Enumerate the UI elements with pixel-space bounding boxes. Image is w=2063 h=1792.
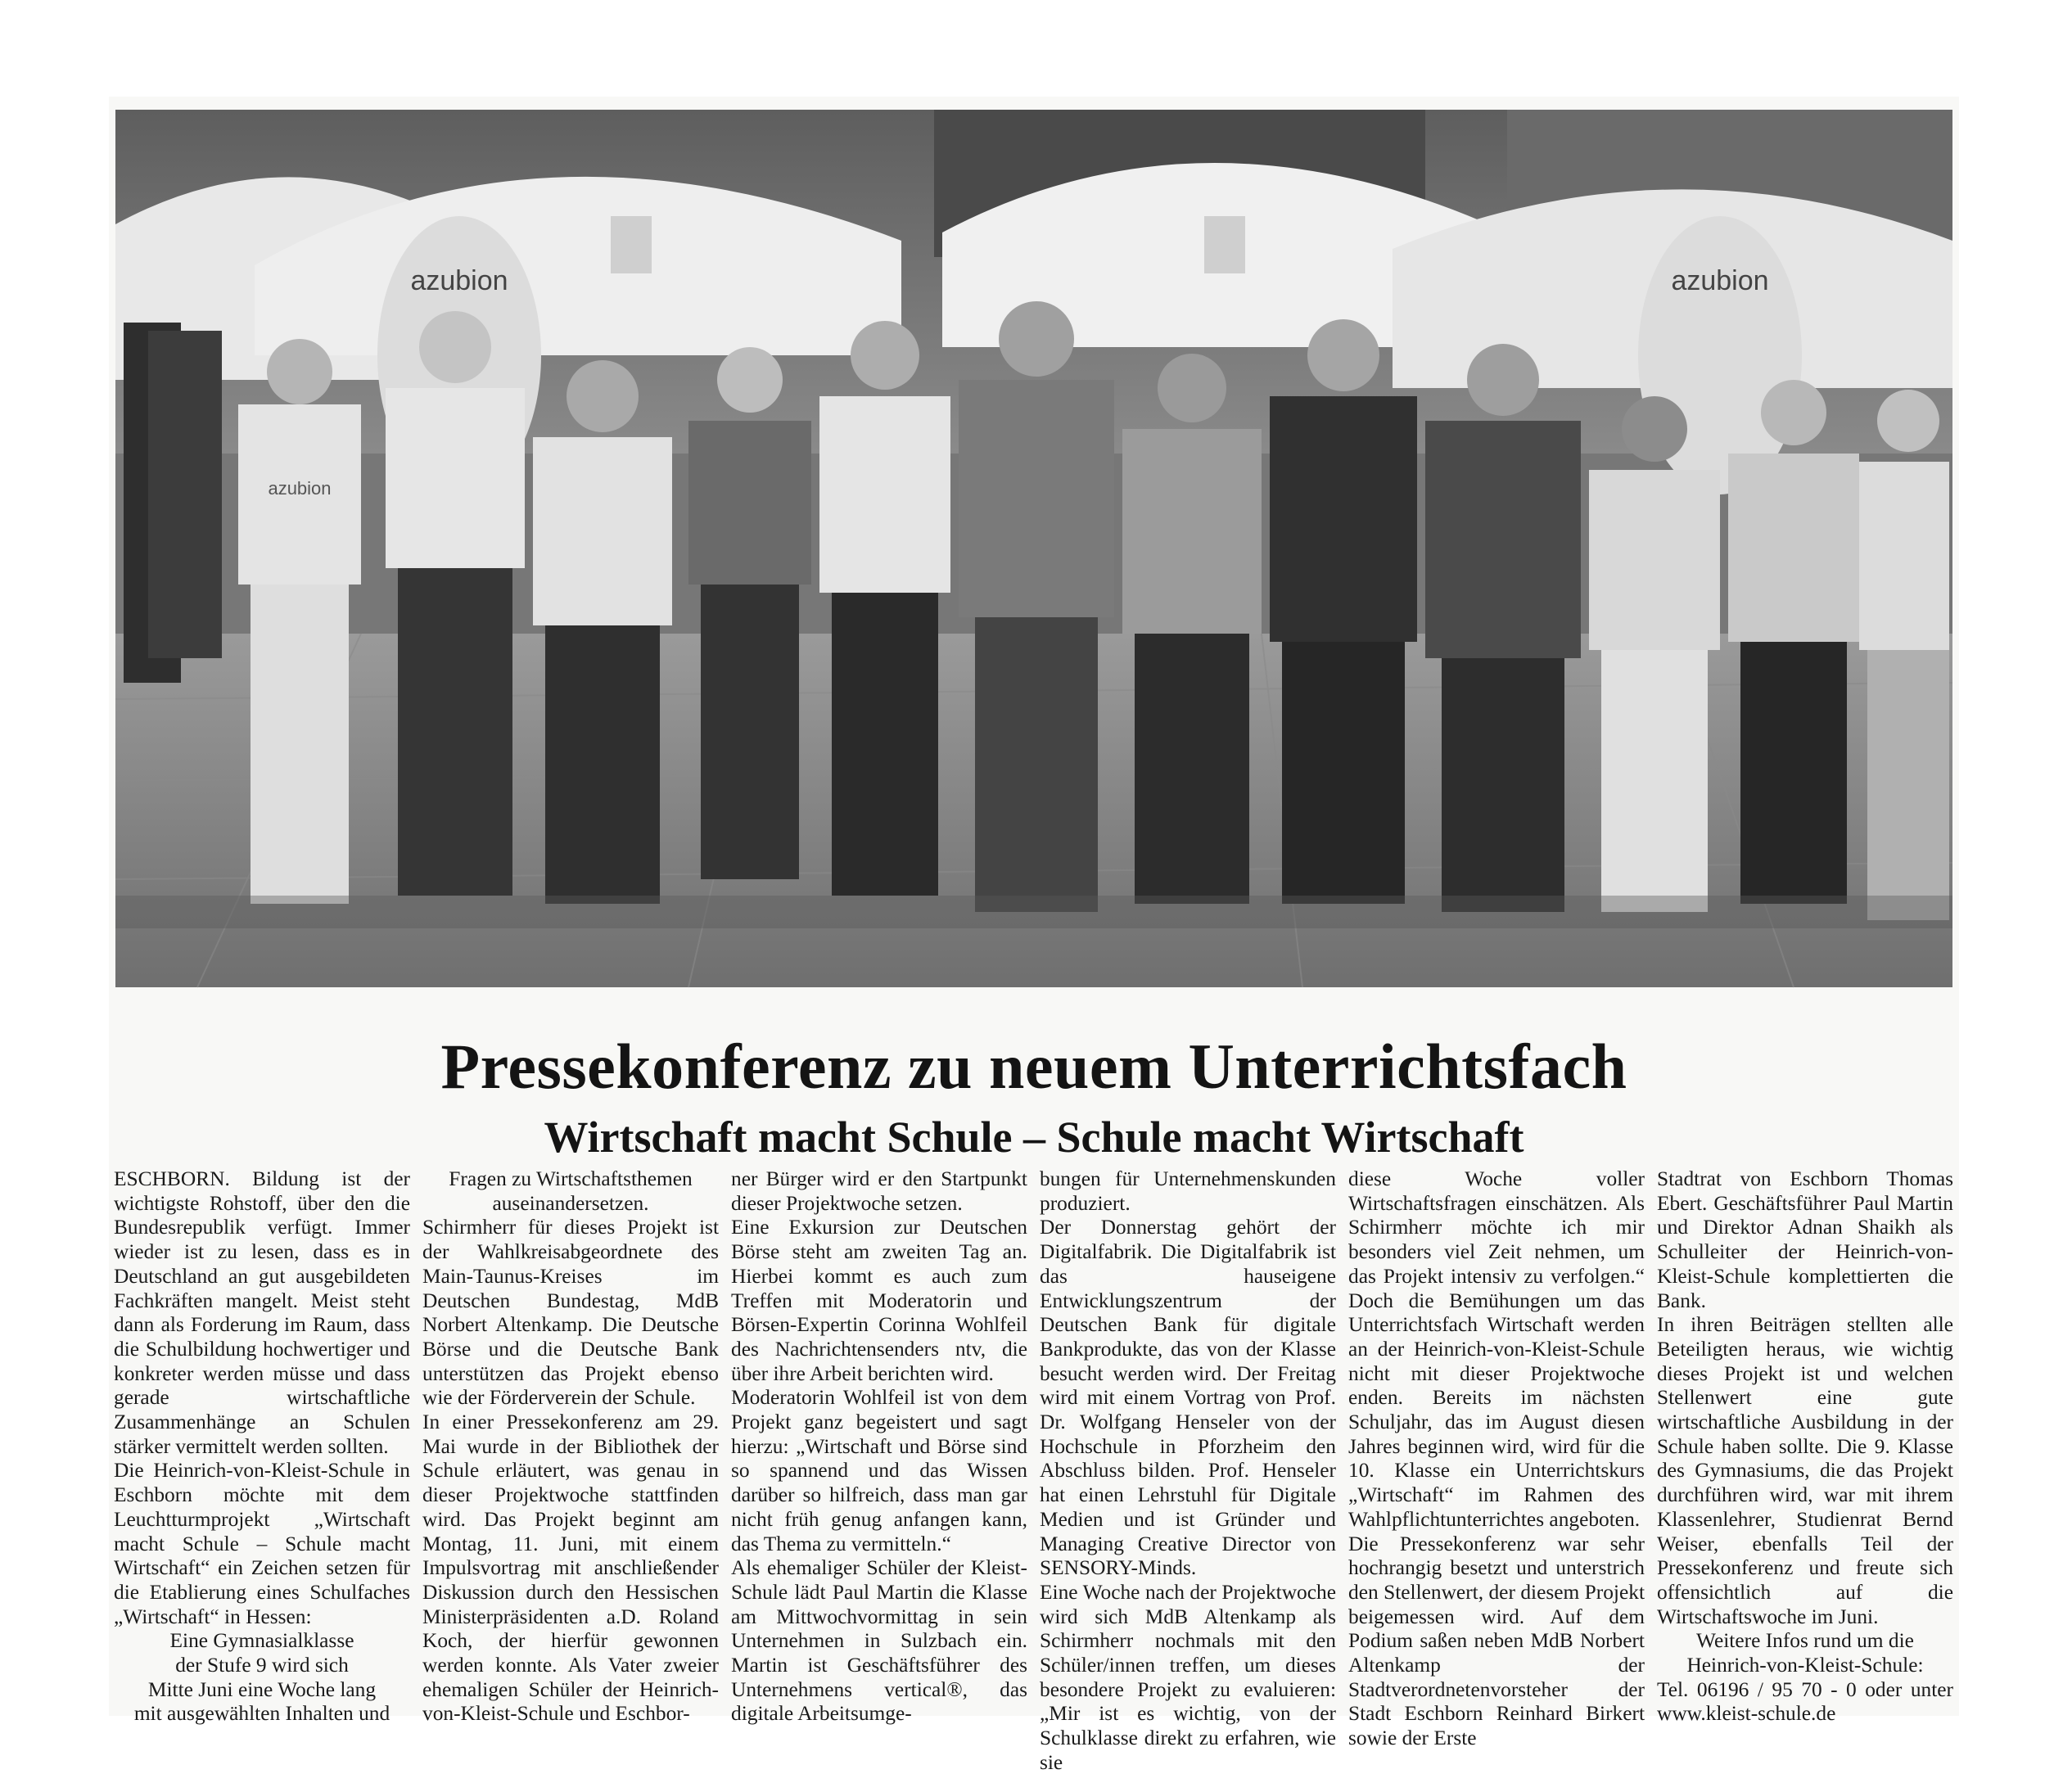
paragraph: ner Bürger wird er den Startpunkt dieser Projektwoche setzen. [731, 1167, 1027, 1215]
headline: Pressekonferenz zu neuem Unterrichtsfach [440, 1031, 1627, 1102]
paragraph: Weitere Infos rund um die [1696, 1629, 1914, 1653]
paragraph: bungen für Unternehmenskunden produziert. [1040, 1167, 1336, 1215]
banner-left-text: azubion [410, 265, 508, 296]
group-photo-illustration [115, 110, 1952, 987]
paragraph: Mitte Juni eine Woche lang [147, 1677, 377, 1701]
article-photo [115, 110, 1952, 987]
paragraph: diese Woche voller Wirtschaftsfragen einschätzen. Als Schirmherr möchte ich mir besonders viel Zeit nehmen, um das Projekt intensiv zu verfolgen.“ Doch die Bemühungen um das Unterrichtsfach Wirtschaft werden an der Heinrich-von-Kleist-Schule nicht mit dieser Projektwoche enden. Bereits im nächsten Schuljahr, das im August diesen Jahres beginnen wird, wird für die 10. Klasse ein Unterrichtskurs „Wirtschaft“ im Rahmen des Wahlpflichtunterrichtes angeboten. [1348, 1167, 1645, 1531]
paragraph: mit ausgewählten Inhalten und [133, 1702, 390, 1726]
paragraph: Die Heinrich-von-Kleist-Schule in Eschborn möchte mit dem Leuchtturmprojekt „Wirtschaft macht Schule – Schule macht Wirtschaft“ ein Zeichen setzen für die Etablierung eines Schulfaches „Wirtschaft“ in Hessen: [114, 1459, 410, 1628]
paragraph: Heinrich-von-Kleist-Schule: [1686, 1654, 1924, 1677]
paragraph: auseinandersetzen. [492, 1191, 649, 1215]
paragraph: Fragen zu Wirtschaftsthemen [449, 1167, 693, 1190]
text-column-5 [1348, 1167, 1645, 1750]
paragraph: Als ehemaliger Schüler der Kleist-Schule lädt Paul Martin die Klasse am Mittwochvormittag in sein Unternehmen in Sulzbach ein. Martin ist Geschäftsführer des Unternehmens vertical®, das digitale Arbeitsumge- [731, 1556, 1027, 1726]
paragraph: ESCHBORN. Bildung ist der wichtigste Rohstoff, über den die Bundesrepublik verfügt. Immer wieder ist zu lesen, dass es in Deutschland an gut ausgebildeten Fachkräften mangelt. Meist steht dann als Forderung im Raum, dass die Schulbildung hochwertiger und konkreter werden müsse und dass gerade wirtschaftliche Zusammenhänge an Schulen stärker vermittelt werden sollten. [114, 1167, 410, 1458]
article-body [114, 1167, 1954, 1774]
text-column-3 [731, 1167, 1027, 1726]
shirt-print-text: azubion [268, 478, 332, 499]
text-column-6 [1657, 1167, 1953, 1726]
newspaper-clipping [109, 97, 1959, 1774]
paragraph: In einer Pressekonferenz am 29. Mai wurde in der Bibliothek der Schule erläutert, was genau in dieser Projektwoche stattfinden wird. Das Projekt beginnt am Montag, 11. Juni, mit einem Impulsvortrag mit anschließender Diskussion durch den Hessischen Ministerpräsidenten a.D. Roland Koch, der hierfür gewonnen werden konnte. Als Vater zweier ehemaligen Schüler der Heinrich-von-Kleist-Schule und Eschbor- [422, 1411, 719, 1726]
paragraph: In ihren Beiträgen stellten alle Beteiligten heraus, wie wichtig dieses Projekt ist und welchen Stellenwert eine gute wirtschaftliche Ausbildung in der Schule haben sollte. Die 9. Klasse des Gymnasiums, die das Projekt durchführen wird, war mit ihrem Klassenlehrer, Studienrat Bernd Weiser, ebenfalls Teil der Pressekonferenz und freute sich offensichtlich auf die Wirtschaftswoche im Juni. [1657, 1313, 1953, 1628]
text-column-2 [422, 1167, 719, 1726]
subheadline: Wirtschaft macht Schule – Schule macht Wirtschaft [544, 1113, 1524, 1162]
paragraph: Moderatorin Wohlfeil ist von dem Projekt ganz begeistert und sagt hierzu: „Wirtschaft und Börse sind so spannend und das Wissen darüber so hilfreich, dass man gar nicht früh genug anfangen kann, das Thema zu vermitteln.“ [731, 1386, 1027, 1555]
paragraph: Eine Exkursion zur Deutschen Börse steht am zweiten Tag an. Hierbei kommt es auch zum Treffen mit Moderatorin und Börsen-Expertin Corinna Wohlfeil des Nachrichtensenders ntv, die über ihre Arbeit berichten wird. [731, 1216, 1027, 1385]
paragraph: Schirmherr für dieses Projekt ist der Wahlkreisabgeordnete des Main-Taunus-Kreises im Deutschen Bundestag, MdB Norbert Altenkamp. Die Deutsche Börse und die Deutsche Bank unterstützen das Projekt ebenso wie der Förderverein der Schule. [422, 1216, 719, 1410]
paragraph: Der Donnerstag gehört der Digitalfabrik. Die Digitalfabrik ist das hauseigene Entwicklungszentrum der Deutschen Bank für digitale Bankprodukte, das von der Klasse besucht werden wird. Der Freitag wird mit einem Vortrag von Prof. Dr. Wolfgang Henseler von der Hochschule in Pforzheim den Abschluss bilden. Prof. Henseler hat einen Lehrstuhl für Digitale Medien und ist Gründer und Managing Creative Director von SENSORY-Minds. [1040, 1216, 1336, 1580]
paragraph: der Stufe 9 wird sich [175, 1654, 349, 1677]
banner-right-text: azubion [1671, 265, 1769, 296]
text-column-1 [114, 1167, 410, 1726]
paragraph: Tel. 06196 / 95 70 - 0 oder unter www.kleist-schule.de [1657, 1677, 1953, 1726]
paragraph: Die Pressekonferenz war sehr hochrangig besetzt und unterstrich den Stellenwert, der diesem Projekt beigemessen wird. Auf dem Podium saßen neben MdB Norbert Altenkamp der Stadtverordnetenvorsteher der Stadt Eschborn Reinhard Birkert sowie der Erste [1348, 1532, 1645, 1750]
paragraph: Eine Gymnasialklasse [169, 1629, 354, 1653]
text-column-4 [1040, 1167, 1336, 1774]
paragraph: Stadtrat von Eschborn Thomas Ebert. Geschäftsführer Paul Martin und Direktor Adnan Shaikh als Schulleiter der Heinrich-von-Kleist-Schule komplettierten die Bank. [1657, 1167, 1953, 1312]
paragraph: Eine Woche nach der Projektwoche wird sich MdB Altenkamp als Schirmherr nochmals mit den Schüler/innen treffen, um dieses besondere Projekt zu evaluieren: „Mir ist es wichtig, von der Schulklasse direkt zu erfahren, wie sie [1040, 1580, 1336, 1774]
